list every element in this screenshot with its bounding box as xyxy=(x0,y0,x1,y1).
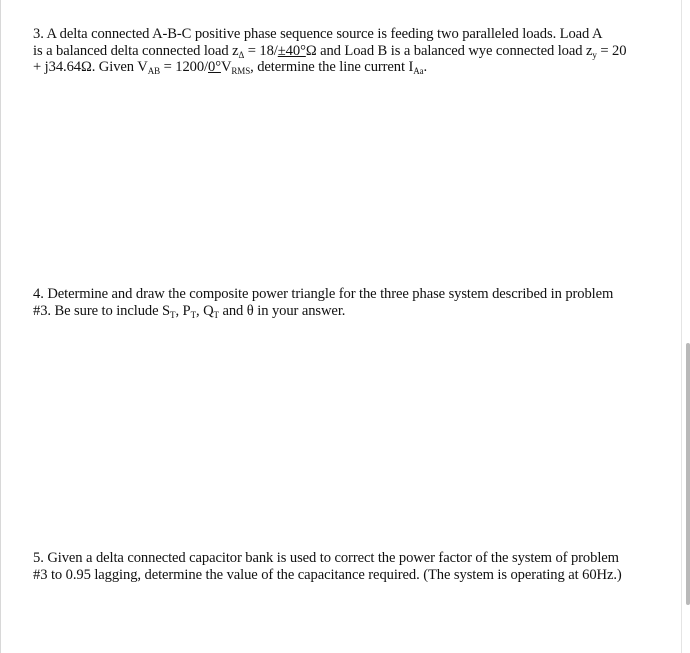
problem-3-line-2: is a balanced delta connected load $z_\Delta = 18/\pm 40^\circ\Omega$ and Load B is a balanced wye connected load $z_y = 20$ xyxy=(33,42,627,60)
problem-4-line-2: #3. Be sure to include $S_T$, $P_T$, $Q_T$ and θ in your answer. xyxy=(33,302,346,320)
problem-3-line-1: 3. A delta connected A-B-C positive phase sequence source is feeding two paralleled loads. Load A xyxy=(33,26,603,42)
page-right-border xyxy=(681,0,682,653)
problem-5-line-1: 5. Given a delta connected capacitor bank is used to correct the power factor of the system of problem xyxy=(33,550,619,566)
problem-4-line-1: 4. Determine and draw the composite power triangle for the three phase system described in problem xyxy=(33,286,614,302)
problem-3 xyxy=(33,26,633,76)
page-left-border xyxy=(0,0,1,653)
problem-3-number: 3. xyxy=(33,26,44,42)
problem-4 xyxy=(33,286,633,319)
problem-4-number: 4. xyxy=(33,286,44,302)
problem-5-number: 5. xyxy=(33,550,44,566)
problem-5 xyxy=(33,550,633,583)
problem-3-line-3: + j34.64Ω. Given $V_{AB} = 1200/0^\circ V_{RMS}$, determine the line current $I_{Aa}$. xyxy=(33,59,428,76)
problem-5-line-2: #3 to 0.95 lagging, determine the value of the capacitance required. (The system is operating at 60Hz.) xyxy=(33,566,622,583)
scrollbar-thumb[interactable] xyxy=(686,343,690,605)
